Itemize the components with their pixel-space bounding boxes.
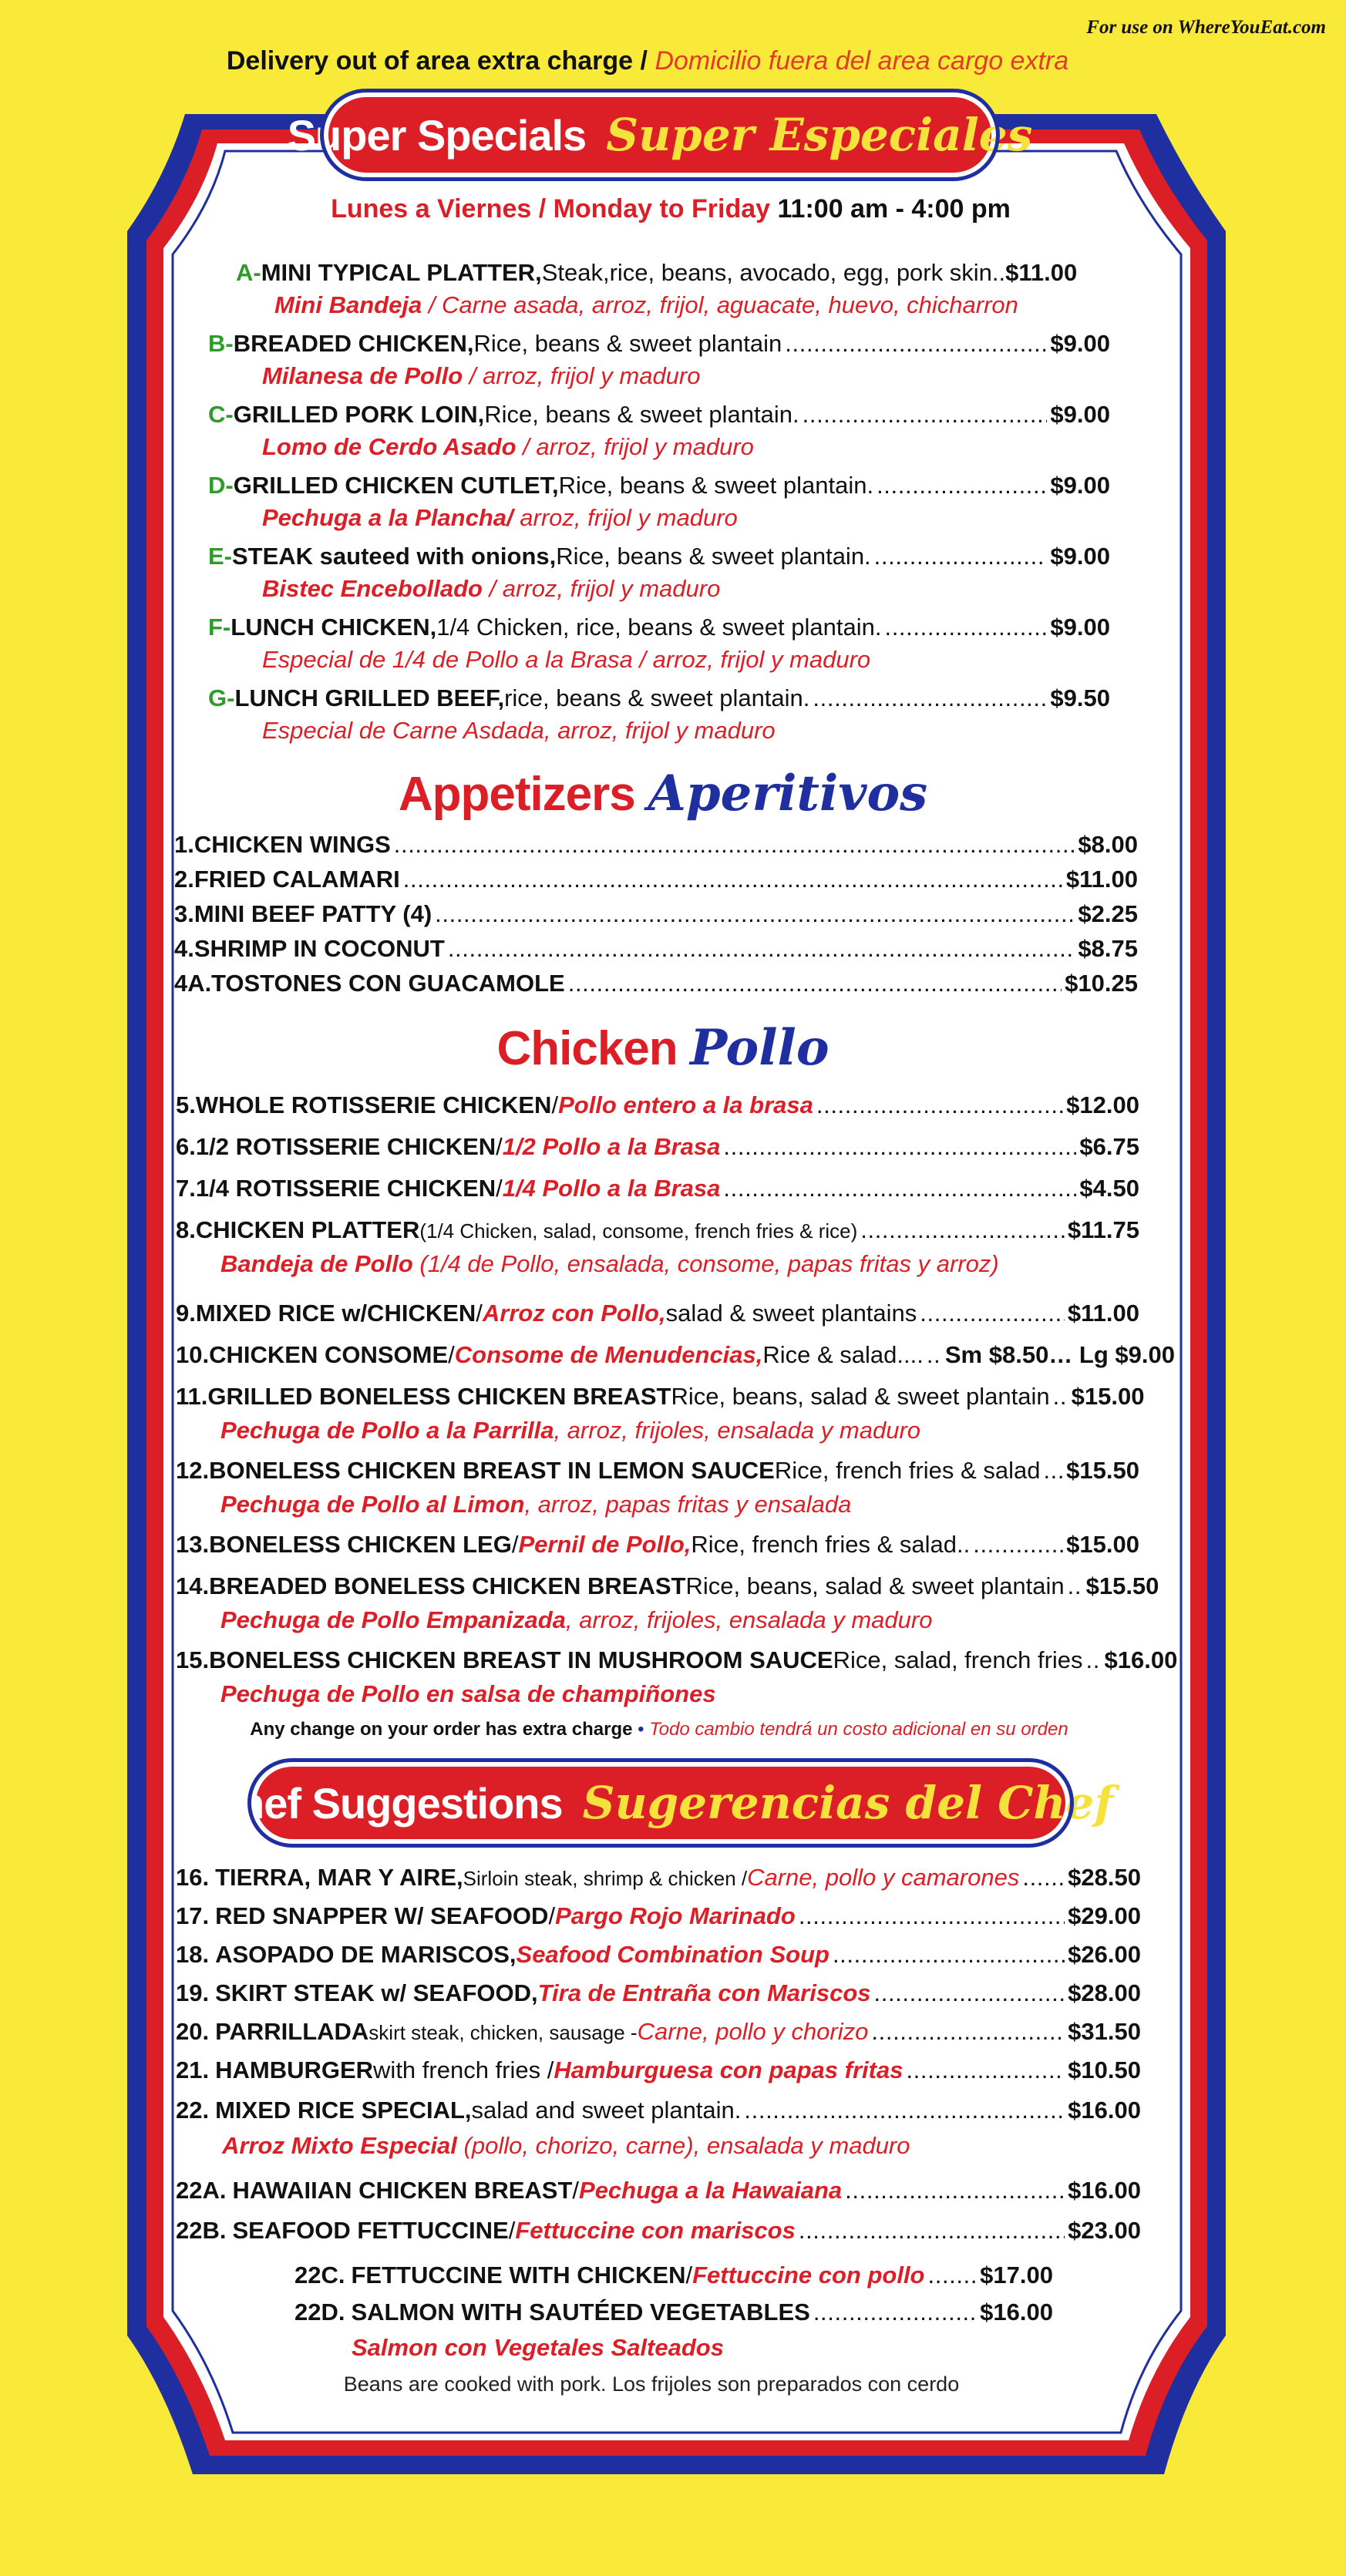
appetizers-title-en: Appetizers bbox=[398, 768, 635, 821]
special-item-translation bbox=[262, 575, 720, 603]
special-item-price: $9.00 bbox=[1050, 401, 1110, 428]
special-item-letter: G- bbox=[208, 684, 235, 711]
special-item-translation-name: Milanesa de Pollo bbox=[262, 362, 463, 389]
dot-leader bbox=[1086, 1646, 1102, 1674]
appetizer-item-price: $2.25 bbox=[1078, 900, 1138, 927]
order-change-note-en: Any change on your order has extra charge bbox=[250, 1719, 633, 1740]
chicken-item-price: $15.00 bbox=[1071, 1383, 1145, 1410]
chef-item-spanish-name: Carne, pollo y camarones bbox=[747, 1864, 1020, 1891]
chicken-item-translation-desc: , arroz, frijoles, ensalada y maduro bbox=[565, 1606, 933, 1633]
chicken-item-number: 14. bbox=[176, 1572, 210, 1599]
chicken-item-name: BONELESS CHICKEN BREAST IN LEMON SAUCE bbox=[209, 1457, 775, 1484]
chicken-item-number: 7. bbox=[176, 1175, 196, 1202]
dot-leader bbox=[920, 1300, 1065, 1327]
chicken-item-translation-name: Bandeja de Pollo bbox=[220, 1250, 413, 1277]
chicken-item-translation-name: Pechuga de Pollo a la Parrilla bbox=[220, 1417, 554, 1444]
dot-leader bbox=[973, 1531, 1063, 1559]
chicken-item bbox=[176, 1133, 1139, 1161]
appetizers-title bbox=[0, 765, 1326, 822]
dot-leader bbox=[799, 1902, 1065, 1930]
chicken-title-es: Pollo bbox=[690, 1019, 829, 1077]
chicken-item-translation bbox=[220, 1250, 999, 1278]
special-item-desc: Rice, beans & sweet plantain. bbox=[558, 472, 874, 499]
special-item-name: GRILLED CHICKEN CUTLET, bbox=[233, 472, 559, 499]
chef-item-name: TIERRA, MAR Y AIRE, bbox=[215, 1864, 463, 1891]
chicken-item-spanish-name: Arroz con Pollo, bbox=[482, 1300, 666, 1327]
chef-item bbox=[176, 2217, 1141, 2245]
chicken-item-desc: Rice, french fries & salad bbox=[774, 1457, 1041, 1484]
special-item-letter: E- bbox=[208, 543, 232, 570]
dot-leader bbox=[803, 401, 1048, 429]
chicken-item-price: $12.00 bbox=[1066, 1091, 1139, 1118]
chef-item-spanish-name: Hamburguesa con papas fritas bbox=[554, 2056, 904, 2083]
chef-item-price: $16.00 bbox=[1068, 2177, 1141, 2204]
chef-item-name: HAMBURGER bbox=[215, 2056, 374, 2083]
appetizer-item-price: $8.75 bbox=[1078, 935, 1138, 962]
chef-item bbox=[176, 2177, 1141, 2204]
chef-item-name: ASOPADO DE MARISCOS, bbox=[215, 1941, 517, 1968]
chef-item-translation-name: Arroz Mixto Especial bbox=[222, 2132, 457, 2159]
appetizer-item-price: $10.25 bbox=[1065, 970, 1138, 997]
chicken-item-price: $11.00 bbox=[1067, 1300, 1139, 1327]
chicken-item bbox=[176, 1572, 1159, 1600]
dot-leader bbox=[723, 1175, 1076, 1202]
appetizer-item-number: 2. bbox=[174, 866, 194, 893]
chef-item-name: SALMON WITH SAUTÉED VEGETABLES bbox=[351, 2299, 810, 2325]
chef-item bbox=[176, 1902, 1141, 1930]
appetizer-item-number: 4. bbox=[174, 935, 194, 962]
chicken-item-spanish-name: 1/2 Pollo a la Brasa bbox=[502, 1133, 721, 1160]
dot-leader bbox=[813, 684, 1047, 712]
chicken-item-desc: Rice, french fries & salad.. bbox=[691, 1531, 971, 1558]
dot-leader bbox=[435, 900, 1075, 928]
dot-leader bbox=[906, 2056, 1065, 2084]
special-item-translation-desc: / arroz, frijol y maduro bbox=[516, 433, 754, 460]
appetizer-item-name: CHICKEN WINGS bbox=[193, 831, 391, 858]
chicken-item bbox=[176, 1457, 1139, 1485]
appetizer-item bbox=[174, 935, 1138, 963]
delivery-note-es: Domicilio fuera del area cargo extra bbox=[654, 46, 1069, 76]
chef-item-translation-desc: (pollo, chorizo, carne), ensalada y maduro bbox=[456, 2132, 910, 2159]
special-item-translation-desc: Especial de 1/4 de Pollo a la Brasa / arroz, frijol y maduro bbox=[262, 646, 871, 673]
special-item-name: LUNCH CHICKEN, bbox=[231, 614, 437, 641]
chef-item-name: MIXED RICE SPECIAL, bbox=[215, 2097, 472, 2124]
chicken-item-translation-name: Pechuga de Pollo en salsa de champiñones bbox=[220, 1680, 716, 1707]
chicken-item-name: BONELESS CHICKEN BREAST IN MUSHROOM SAUCE bbox=[209, 1646, 833, 1673]
chef-item-price: $17.00 bbox=[980, 2262, 1053, 2288]
chef-item-spanish-name: Pargo Rojo Marinado bbox=[555, 1902, 796, 1929]
special-item-price: $9.00 bbox=[1050, 472, 1110, 499]
chicken-item-desc: Rice, salad, french fries bbox=[833, 1646, 1083, 1673]
dot-leader bbox=[723, 1133, 1076, 1161]
chicken-item-separator: / bbox=[551, 1091, 559, 1118]
dot-leader bbox=[845, 2177, 1065, 2204]
appetizer-item bbox=[174, 831, 1138, 859]
special-item bbox=[208, 543, 1110, 570]
chef-item-price: $10.50 bbox=[1068, 2056, 1141, 2083]
dot-leader bbox=[1022, 1864, 1065, 1892]
chef-item bbox=[176, 1941, 1141, 1969]
appetizer-item-number: 1. bbox=[174, 831, 194, 858]
dot-leader bbox=[884, 614, 1047, 641]
appetizer-item-number: 4A. bbox=[174, 970, 212, 997]
chef-item-price: $28.50 bbox=[1068, 1864, 1141, 1891]
chicken-item-number: 9. bbox=[176, 1300, 196, 1327]
chicken-item bbox=[176, 1091, 1139, 1119]
chef-item-price: $23.00 bbox=[1068, 2217, 1141, 2244]
special-item-translation-name: Bistec Encebollado bbox=[262, 575, 483, 602]
chicken-item-desc: Rice, beans, salad & sweet plantain bbox=[671, 1383, 1050, 1410]
special-item bbox=[208, 684, 1110, 712]
chicken-item-name: 1/2 ROTISSERIE CHICKEN bbox=[195, 1133, 496, 1160]
chef-item-price: $26.00 bbox=[1068, 1941, 1141, 1968]
order-change-note bbox=[0, 1719, 1318, 1740]
chef-item-name: SKIRT STEAK w/ SEAFOOD, bbox=[215, 1979, 538, 2006]
chef-title-en: Chef Suggestions bbox=[207, 1778, 563, 1828]
special-item-letter: F- bbox=[208, 614, 231, 641]
special-item-name: STEAK sauteed with onions, bbox=[232, 543, 557, 570]
specials-hours-time: 11:00 am - 4:00 pm bbox=[777, 194, 1011, 224]
appetizer-item-name: SHRIMP IN COCONUT bbox=[193, 935, 445, 962]
dot-leader bbox=[813, 2299, 977, 2326]
chicken-item-translation-desc: , arroz, frijoles, ensalada y maduro bbox=[554, 1417, 921, 1444]
specials-hours-label: Lunes a Viernes / Monday to Friday bbox=[331, 194, 771, 224]
chef-item-spanish-name: Fettuccine con mariscos bbox=[515, 2217, 796, 2244]
chef-item-number: 22D. bbox=[294, 2299, 345, 2325]
chicken-item-name: MIXED RICE w/CHICKEN bbox=[195, 1300, 476, 1327]
chef-item-number: 21. bbox=[176, 2056, 210, 2083]
special-item-desc: Rice, beans & sweet plantain. bbox=[484, 401, 799, 428]
special-item-translation bbox=[262, 717, 776, 745]
dot-leader bbox=[874, 543, 1048, 570]
chicken-item bbox=[176, 1216, 1139, 1244]
chicken-item-name: BONELESS CHICKEN LEG bbox=[209, 1531, 512, 1558]
appetizer-item bbox=[174, 970, 1138, 997]
special-item-price: $9.50 bbox=[1050, 684, 1110, 711]
special-item-desc: rice, beans & sweet plantain. bbox=[504, 684, 810, 711]
special-item bbox=[208, 614, 1110, 641]
special-item-translation-desc: / arroz, frijol y maduro bbox=[482, 575, 721, 602]
special-item-translation bbox=[262, 646, 870, 674]
dot-leader bbox=[448, 935, 1075, 963]
chicken-item-name: 1/4 ROTISSERIE CHICKEN bbox=[195, 1175, 496, 1202]
chicken-item-number: 10. bbox=[176, 1341, 210, 1368]
dot-leader bbox=[568, 970, 1062, 997]
chicken-item-translation-desc: (1/4 de Pollo, ensalada, consome, papas fritas y arroz) bbox=[412, 1250, 999, 1277]
chef-item-desc: / bbox=[685, 2262, 693, 2288]
chef-title-es: Sugerencias del Chef bbox=[582, 1777, 1114, 1829]
chicken-item-price: $4.50 bbox=[1079, 1175, 1139, 1202]
dot-leader bbox=[860, 1216, 1065, 1244]
chef-item-desc: Sirloin steak, shrimp & chicken / bbox=[463, 1867, 748, 1890]
dot-leader bbox=[877, 472, 1047, 499]
appetizer-item-name: FRIED CALAMARI bbox=[193, 866, 400, 893]
chef-item-desc: salad and sweet plantain. bbox=[471, 2097, 742, 2124]
chicken-item-number: 8. bbox=[176, 1216, 196, 1243]
chef-item-number: 22A. bbox=[176, 2177, 227, 2204]
special-item bbox=[208, 472, 1110, 499]
chicken-item-spanish-name: Pollo entero a la brasa bbox=[558, 1091, 813, 1118]
appetizer-item-name: MINI BEEF PATTY (4) bbox=[193, 900, 432, 927]
chicken-item bbox=[176, 1300, 1139, 1327]
special-item-translation bbox=[274, 291, 1018, 319]
chicken-item bbox=[176, 1531, 1139, 1559]
chicken-item-separator: / bbox=[496, 1133, 503, 1160]
chef-item-name: FETTUCCINE WITH CHICKEN bbox=[351, 2262, 686, 2288]
special-item-letter: C- bbox=[208, 401, 234, 428]
chef-item-translation bbox=[352, 2334, 724, 2362]
special-item-translation-desc: / arroz, frijol y maduro bbox=[463, 362, 701, 389]
appetizer-item bbox=[174, 866, 1138, 893]
chicken-item-name: BREADED BONELESS CHICKEN BREAST bbox=[209, 1572, 686, 1599]
chicken-item bbox=[176, 1341, 1175, 1369]
chicken-item-translation bbox=[220, 1417, 920, 1444]
dot-leader bbox=[394, 831, 1075, 859]
chicken-item-price: $15.50 bbox=[1085, 1572, 1159, 1599]
chef-item-number: 16. bbox=[176, 1864, 210, 1891]
appetizer-item-price: $8.00 bbox=[1078, 831, 1138, 858]
chicken-item-price: $15.50 bbox=[1066, 1457, 1139, 1484]
chef-item-spanish-name: Seafood Combination Soup bbox=[516, 1941, 829, 1968]
chef-item-desc: / bbox=[548, 1902, 556, 1929]
chicken-item-desc: Rice & salad.... bbox=[762, 1341, 924, 1368]
special-item-name: GRILLED PORK LOIN, bbox=[233, 401, 485, 428]
dot-leader bbox=[928, 2262, 978, 2289]
special-item-translation-desc: arroz, frijol y maduro bbox=[513, 504, 738, 531]
chicken-item-number: 6. bbox=[176, 1133, 196, 1160]
chicken-item-price: Sm $8.50… Lg $9.00 bbox=[944, 1341, 1175, 1368]
special-item-translation bbox=[262, 433, 754, 461]
appetizer-item bbox=[174, 900, 1138, 928]
chef-item-desc: / bbox=[572, 2177, 580, 2204]
chef-item bbox=[176, 2056, 1141, 2084]
chef-item-name: SEAFOOD FETTUCCINE bbox=[232, 2217, 509, 2244]
dot-leader bbox=[1043, 1457, 1063, 1485]
dot-leader bbox=[874, 1979, 1065, 2007]
chicken-item-separator: / bbox=[476, 1300, 483, 1327]
special-item-price: $11.00 bbox=[1005, 259, 1078, 286]
chef-item-spanish-name: Carne, pollo y chorizo bbox=[637, 2018, 869, 2045]
chef-item-number: 22B. bbox=[176, 2217, 227, 2244]
dot-leader bbox=[799, 2217, 1065, 2245]
special-item-translation-desc: / Carne asada, arroz, frijol, aguacate, huevo, chicharron bbox=[422, 291, 1018, 318]
chicken-item bbox=[176, 1646, 1178, 1674]
appetizer-item-number: 3. bbox=[174, 900, 194, 927]
chicken-title-en: Chicken bbox=[496, 1022, 678, 1075]
chicken-item-translation-desc: , arroz, papas fritas y ensalada bbox=[524, 1491, 852, 1518]
chef-item-spanish-name: Tira de Entraña con Mariscos bbox=[537, 1979, 871, 2006]
chef-item bbox=[176, 1864, 1141, 1892]
chef-item-name: RED SNAPPER W/ SEAFOOD bbox=[215, 1902, 549, 1929]
chicken-item-spanish-name: Consome de Menudencias, bbox=[454, 1341, 763, 1368]
super-specials-title-es: Super Especiales bbox=[606, 109, 1033, 161]
chicken-item-translation bbox=[220, 1680, 716, 1708]
chef-item-number: 22C. bbox=[294, 2262, 345, 2288]
special-item-translation bbox=[262, 362, 701, 390]
chef-item-translation-name: Salmon con Vegetales Salteados bbox=[352, 2334, 724, 2361]
chef-item-price: $16.00 bbox=[1068, 2097, 1141, 2124]
chef-item-price: $31.50 bbox=[1068, 2018, 1141, 2045]
special-item-letter: D- bbox=[208, 472, 234, 499]
dot-leader bbox=[403, 866, 1063, 893]
special-item bbox=[208, 401, 1110, 429]
super-specials-title-en: Super Specials bbox=[287, 110, 587, 160]
chef-item-number: 18. bbox=[176, 1941, 210, 1968]
chicken-item-price: $15.00 bbox=[1066, 1531, 1139, 1558]
chef-item bbox=[176, 2097, 1141, 2124]
chef-item bbox=[176, 2018, 1141, 2046]
chef-item bbox=[176, 1979, 1141, 2007]
chicken-item-separator: / bbox=[448, 1341, 455, 1368]
chef-item-spanish-name: Pechuga a la Hawaiana bbox=[579, 2177, 843, 2204]
chicken-item-translation bbox=[220, 1491, 851, 1518]
special-item-letter: B- bbox=[208, 330, 234, 357]
chef-item-number: 22. bbox=[176, 2097, 210, 2124]
dot-leader bbox=[816, 1091, 1063, 1119]
special-item bbox=[208, 330, 1110, 358]
chicken-item-translation-name: Pechuga de Pollo al Limon bbox=[220, 1491, 525, 1518]
chicken-item-name: GRILLED BONELESS CHICKEN BREAST bbox=[207, 1383, 671, 1410]
special-item-price: $9.00 bbox=[1050, 543, 1110, 570]
bullet-icon: • bbox=[632, 1719, 650, 1740]
chef-item-number: 19. bbox=[176, 1979, 210, 2006]
special-item-translation-name: Lomo de Cerdo Asado bbox=[262, 433, 517, 460]
specials-hours bbox=[0, 194, 1341, 224]
chef-item-number: 17. bbox=[176, 1902, 210, 1929]
chef-item bbox=[294, 2262, 1053, 2289]
chicken-item-name: WHOLE ROTISSERIE CHICKEN bbox=[195, 1091, 552, 1118]
appetizers-title-es: Aperitivos bbox=[648, 765, 928, 822]
special-item-desc: 1/4 Chicken, rice, beans & sweet plantain. bbox=[436, 614, 882, 641]
special-item-price: $9.00 bbox=[1050, 330, 1110, 357]
special-item-name: BREADED CHICKEN, bbox=[233, 330, 474, 357]
chicken-item-translation bbox=[220, 1606, 932, 1634]
chef-item-spanish-name: Fettuccine con pollo bbox=[692, 2262, 925, 2288]
appetizer-item-price: $11.00 bbox=[1065, 866, 1138, 893]
watermark-text: For use on WhereYouEat.com bbox=[1086, 17, 1326, 38]
chef-item bbox=[294, 2299, 1053, 2326]
dot-leader bbox=[1053, 1383, 1068, 1411]
appetizer-item-name: TOSTONES CON GUACAMOLE bbox=[211, 970, 565, 997]
special-item-price: $9.00 bbox=[1050, 614, 1110, 641]
chicken-item-number: 5. bbox=[176, 1091, 196, 1118]
chef-item-desc: / bbox=[508, 2217, 516, 2244]
chef-item-number: 20. bbox=[176, 2018, 210, 2045]
chicken-title bbox=[0, 1019, 1326, 1077]
chef-suggestions-banner bbox=[207, 1762, 1114, 1844]
chicken-item-price: $6.75 bbox=[1079, 1133, 1139, 1160]
chicken-item-separator: / bbox=[496, 1175, 503, 1202]
chicken-item-price: $11.75 bbox=[1067, 1216, 1139, 1243]
special-item-desc: Steak,rice, beans, avocado, egg, pork skin.. bbox=[541, 259, 1006, 286]
chicken-item-desc: salad & sweet plantains bbox=[665, 1300, 917, 1327]
special-item-name: LUNCH GRILLED BEEF, bbox=[234, 684, 505, 711]
dot-leader bbox=[833, 1941, 1065, 1969]
dot-leader bbox=[785, 330, 1047, 358]
chef-item-price: $29.00 bbox=[1068, 1902, 1141, 1929]
chef-item-price: $16.00 bbox=[980, 2299, 1053, 2325]
chicken-item-desc: (1/4 Chicken, salad, consome, french fries & rice) bbox=[419, 1219, 858, 1243]
chicken-item-desc: Rice, beans, salad & sweet plantain bbox=[685, 1572, 1065, 1599]
dot-leader bbox=[744, 2097, 1065, 2124]
chicken-item-translation-name: Pechuga de Pollo Empanizada bbox=[220, 1606, 566, 1633]
chicken-item-spanish-name: Pernil de Pollo, bbox=[518, 1531, 692, 1558]
chicken-item-separator: / bbox=[511, 1531, 519, 1558]
chef-item-name: HAWAIIAN CHICKEN BREAST bbox=[232, 2177, 573, 2204]
special-item-translation-desc: Especial de Carne Asdada, arroz, frijol y maduro bbox=[262, 717, 776, 744]
order-change-note-es: Todo cambio tendrá un costo adicional en su orden bbox=[649, 1719, 1068, 1740]
chicken-item-spanish-name: 1/4 Pollo a la Brasa bbox=[502, 1175, 721, 1202]
special-item-translation-name: Pechuga a la Plancha/ bbox=[262, 504, 513, 531]
delivery-note bbox=[0, 46, 1295, 76]
special-item-translation-name: Mini Bandeja bbox=[274, 291, 422, 318]
dot-leader bbox=[927, 1341, 942, 1369]
chicken-item-name: CHICKEN PLATTER bbox=[195, 1216, 420, 1243]
super-specials-banner bbox=[287, 92, 1033, 177]
chef-item-translation bbox=[222, 2132, 910, 2160]
chef-item-desc: skirt steak, chicken, sausage - bbox=[368, 2021, 638, 2044]
dot-leader bbox=[1068, 1572, 1083, 1600]
special-item-letter: A- bbox=[236, 259, 261, 286]
special-item-desc: Rice, beans & sweet plantain bbox=[473, 330, 782, 357]
chef-item-desc: with french fries / bbox=[373, 2056, 554, 2083]
chicken-item-price: $16.00 bbox=[1104, 1646, 1178, 1673]
chicken-item bbox=[176, 1175, 1139, 1202]
delivery-note-en: Delivery out of area extra charge / bbox=[226, 46, 648, 76]
dot-leader bbox=[871, 2018, 1065, 2046]
chef-item-name: PARRILLADA bbox=[215, 2018, 369, 2045]
special-item-desc: Rice, beans & sweet plantain. bbox=[556, 543, 871, 570]
special-item bbox=[236, 259, 1076, 287]
chicken-item-name: CHICKEN CONSOME bbox=[209, 1341, 449, 1368]
chicken-item-number: 11. bbox=[176, 1383, 208, 1410]
chicken-item bbox=[176, 1383, 1145, 1411]
chicken-item-number: 13. bbox=[176, 1531, 210, 1558]
special-item-translation bbox=[262, 504, 738, 532]
chicken-item-number: 15. bbox=[176, 1646, 210, 1673]
chicken-item-number: 12. bbox=[176, 1457, 210, 1484]
beans-pork-note: Beans are cooked with pork. Los frijoles son preparados con cerdo bbox=[343, 2373, 960, 2396]
chef-item-price: $28.00 bbox=[1068, 1979, 1141, 2006]
special-item-name: MINI TYPICAL PLATTER, bbox=[261, 259, 542, 286]
